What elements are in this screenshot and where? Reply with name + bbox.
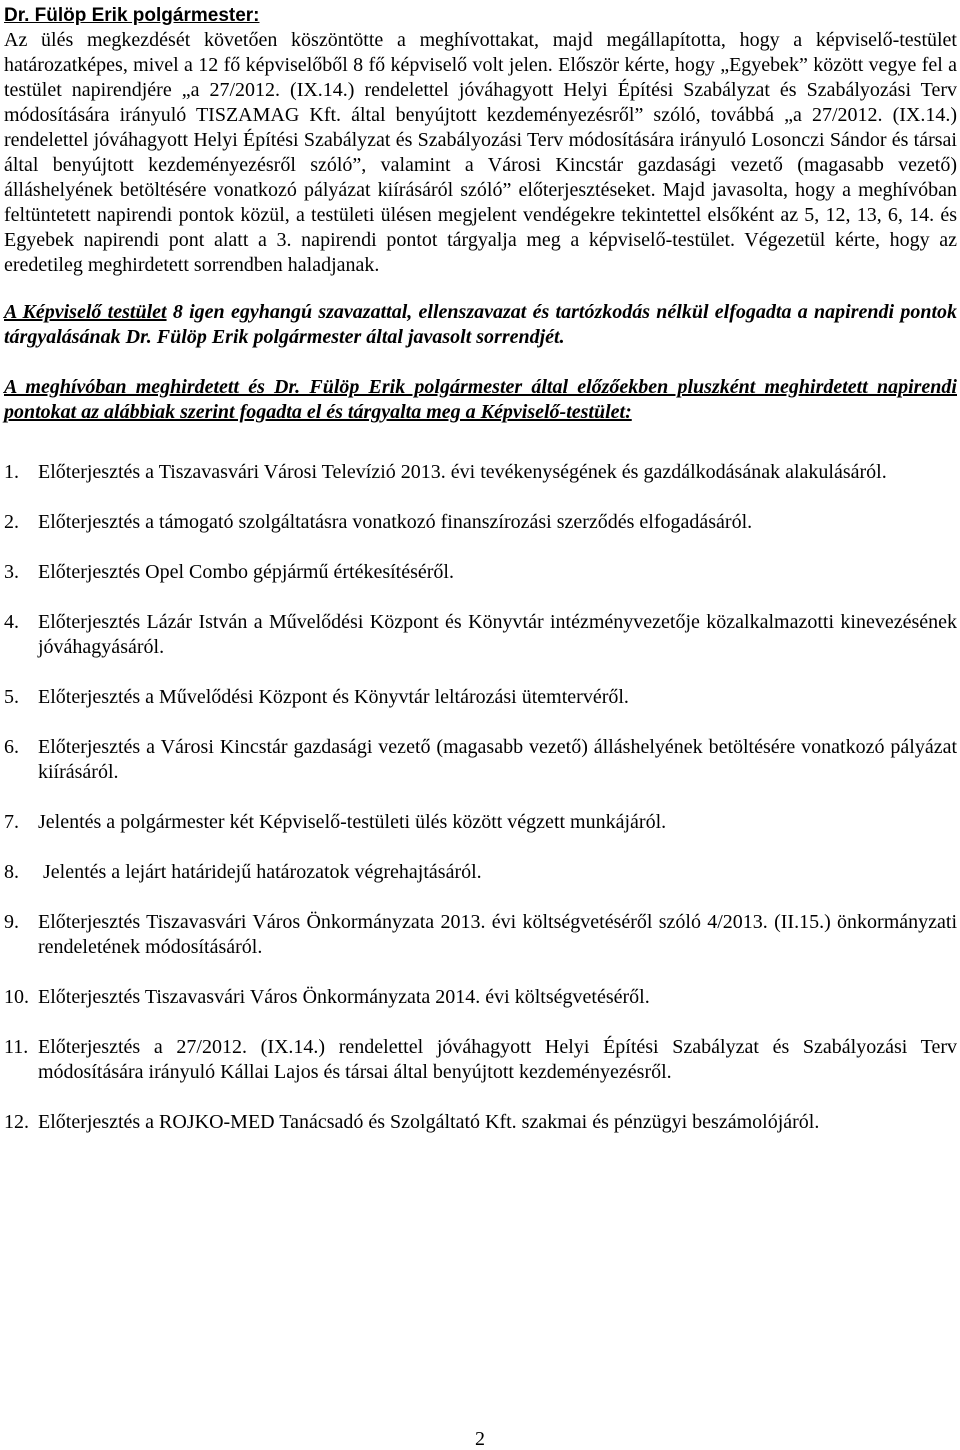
page-number: 2 bbox=[475, 1428, 485, 1450]
agenda-item-text: Előterjesztés a Tiszavasvári Városi Televízió 2013. évi tevékenységének és gazdálkodásának alakulásáról. bbox=[38, 461, 887, 483]
decision-text: 8 igen egyhangú szavazattal, ellenszavazat és tartózkodás nélkül elfogadta a napirendi pontok tárgyalásának Dr. Fülöp Erik polgármester által javasolt sorrendjét. bbox=[4, 301, 957, 348]
agenda-item bbox=[4, 985, 957, 1010]
agenda-item bbox=[4, 560, 957, 585]
agenda-item-text: Előterjesztés a Városi Kincstár gazdasági vezető (magasabb vezető) álláshelyének betöltésére vonatkozó pályázat kiírásáról. bbox=[38, 736, 957, 783]
agenda-item-number: 6. bbox=[4, 736, 19, 758]
agenda-item-number: 3. bbox=[4, 561, 19, 583]
agenda-item-number: 4. bbox=[4, 611, 19, 633]
agenda-item-number: 9. bbox=[4, 911, 19, 933]
decision-underlined-prefix: A Képviselő testület bbox=[4, 301, 167, 323]
agenda-item-text: Előterjesztés a Művelődési Központ és Könyvtár leltározási ütemtervéről. bbox=[38, 686, 629, 708]
agenda-item-text: Előterjesztés a ROJKO-MED Tanácsadó és Szolgáltató Kft. szakmai és pénzügyi beszámolójáról. bbox=[38, 1111, 820, 1133]
agenda-item bbox=[4, 1110, 957, 1135]
agenda-item-number: 11. bbox=[4, 1036, 29, 1058]
agenda-item-text: Előterjesztés a 27/2012. (IX.14.) rendelettel jóváhagyott Helyi Építési Szabályzat és Szabályozási Terv módosítására irányuló Kállai Lajos és társai által benyújtott kezdeményezésről. bbox=[38, 1036, 957, 1083]
agenda-item-text: Előterjesztés Lázár István a Művelődési Központ és Könyvtár intézményvezetője közalkalmazotti kinevezésének jóváhagyásáról. bbox=[38, 611, 957, 658]
agenda-item-number: 8. bbox=[4, 861, 19, 883]
agenda-item bbox=[4, 1035, 957, 1085]
speaker-heading: Dr. Fülöp Erik polgármester: bbox=[4, 5, 260, 26]
agenda-item-number: 10. bbox=[4, 986, 29, 1008]
agenda-item-text: Előterjesztés Tiszavasvári Város Önkormányzata 2013. évi költségvetéséről szóló 4/2013. (II.15.) önkormányzati rendeletének módosításáról. bbox=[38, 911, 957, 958]
agenda-item-number: 1. bbox=[4, 461, 19, 483]
agenda-item-text: Előterjesztés Tiszavasvári Város Önkormányzata 2014. évi költségvetéséről. bbox=[38, 986, 650, 1008]
agenda-item-number: 12. bbox=[4, 1111, 29, 1133]
agenda-item-text: Jelentés a lejárt határidejű határozatok végrehajtásáról. bbox=[38, 861, 482, 883]
agenda-item-number: 5. bbox=[4, 686, 19, 708]
agenda-list bbox=[4, 460, 957, 1135]
agenda-item bbox=[4, 610, 957, 660]
agenda-item-text: Jelentés a polgármester két Képviselő-testületi ülés között végzett munkájáról. bbox=[38, 811, 667, 833]
agenda-item bbox=[4, 910, 957, 960]
agenda-item bbox=[4, 685, 957, 710]
agenda-item-number: 2. bbox=[4, 511, 19, 533]
agenda-item bbox=[4, 460, 957, 485]
agenda-item-text: Előterjesztés Opel Combo gépjármű értékesítéséről. bbox=[38, 561, 454, 583]
agenda-item bbox=[4, 860, 957, 885]
agenda-intro: A meghívóban meghirdetett és Dr. Fülöp Erik polgármester által előzőekben pluszként meghirdetett napirendi pontokat az alábbiak szerint fogadta el és tárgyalta meg a Képviselő-testület: bbox=[4, 376, 957, 423]
intro-paragraph: Az ülés megkezdését követően köszöntötte a meghívottakat, majd megállapította, hogy a képviselő-testület határozatképes, mivel a 12 fő képviselőből 8 fő képviselő volt jelen. Először kérte, hogy „Egyebek” között vegye fel a testület napirendjére „a 27/2012. (IX.14.) rendelettel jóváhagyott Helyi Építési Szabályzat és Szabályozási Terv módosítására irányuló TISZAMAG Kft. által benyújtott kezdeményezésről” szóló, továbbá „a 27/2012. (IX.14.) rendelettel jóváhagyott Helyi Építési Szabályzat és Szabályozási Terv módosítására irányuló Losonczi Sándor és társai által benyújtott kezdeményezésről szóló”, valamint a Városi Kincstár gazdasági vezető (magasabb vezető) álláshelyének betöltésére vonatkozó pályázat kiírásáról szóló” előterjesztéseket. Majd javasolta, hogy a meghívóban feltüntetett napirendi pontok közül, a testületi ülésen megjelent vendégekre tekintettel elsőként az 5, 12, 13, 6, 14. és Egyebek napirendi pont alatt a 3. napirendi pontot tárgyalja meg a képviselő-testület. Végezetül kérte, hogy az eredetileg meghirdetett sorrendben haladjanak. bbox=[4, 29, 957, 276]
agenda-item bbox=[4, 810, 957, 835]
agenda-item bbox=[4, 510, 957, 535]
agenda-item bbox=[4, 735, 957, 785]
agenda-item-text: Előterjesztés a támogató szolgáltatásra vonatkozó finanszírozási szerződés elfogadásáról. bbox=[38, 511, 753, 533]
agenda-item-number: 7. bbox=[4, 811, 19, 833]
decision-paragraph bbox=[4, 300, 957, 350]
